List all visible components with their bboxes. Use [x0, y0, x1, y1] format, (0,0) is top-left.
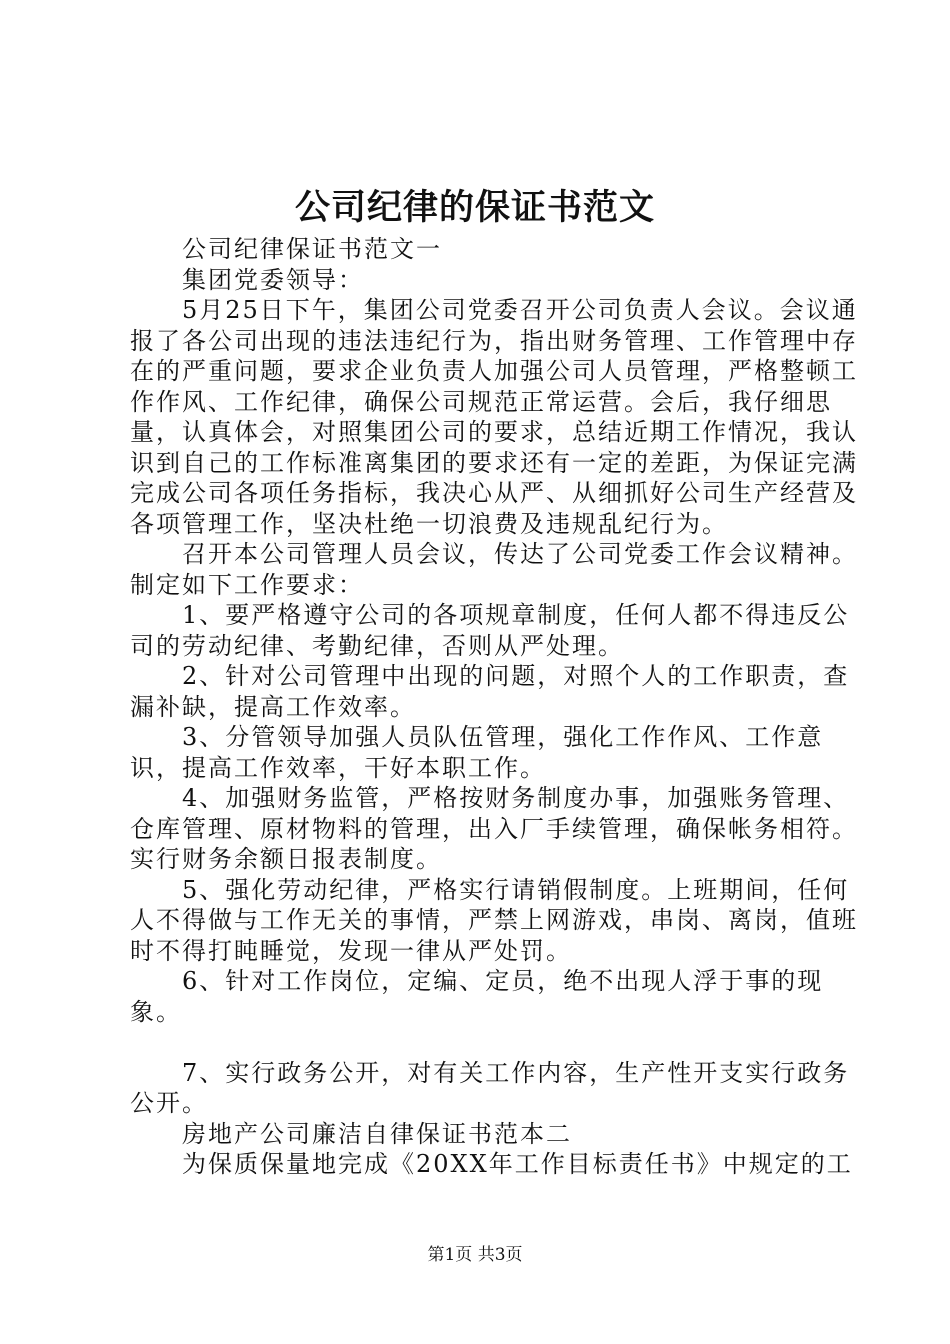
document-title: 公司纪律的保证书范文	[294, 187, 655, 228]
paragraph-meeting-summary: 5月25日下午，集团公司党委召开公司负责人会议。会议通报了各公司出现的违法违纪行为，指出财务管理、工作管理中存在的严重问题，要求企业负责人加强公司人员管理，严格整顿工作作风、工作纪律，确保公司规范正常运营。会后，我仔细思量，认真体会，对照集团公司的要求，总结近期工作情况，我认识到自己的工作标准离集团的要求还有一定的差距，为保证完满完成公司各项任务指标，我决心从严、从细抓好公司生产经营及各项管理工作，坚决杜绝一切浪费及违规乱纪行为。	[130, 296, 858, 538]
paragraph-spacer	[130, 1027, 860, 1058]
paragraph-item-1: 1、要严格遵守公司的各项规章制度，任何人都不得违反公司的劳动纪律、考勤纪律，否则从严处理。	[130, 601, 850, 660]
paragraph-item-4: 4、加强财务监管，严格按财务制度办事，加强账务管理、仓库管理、原材物料的管理，出入厂手续管理，确保帐务相符。实行财务余额日报表制度。	[130, 784, 858, 873]
paragraph-requirements-intro: 召开本公司管理人员会议，传达了公司党委工作会议精神。制定如下工作要求：	[130, 540, 858, 599]
paragraph-item-7: 7、实行政务公开，对有关工作内容，生产性开支实行政务公开。	[130, 1058, 850, 1117]
page-number-footer: 第1页 共3页	[427, 1245, 523, 1265]
paragraph-item-3: 3、分管领导加强人员队伍管理，强化工作作风、工作意识，提高工作效率，干好本职工作。	[130, 723, 824, 782]
paragraph-salutation: 集团党委领导：	[182, 265, 364, 294]
paragraph-item-2: 2、针对公司管理中出现的问题，对照个人的工作职责，查漏补缺，提高工作效率。	[130, 662, 850, 721]
paragraph-item-5: 5、强化劳动纪律，严格实行请销假制度。上班期间，任何人不得做与工作无关的事情，严禁上网游戏，串岗、离岗，值班时不得打盹睡觉，发现一律从严处罚。	[130, 875, 858, 965]
paragraph-section-heading-2: 房地产公司廉洁自律保证书范本二	[182, 1119, 572, 1148]
paragraph-item-6: 6、针对工作岗位，定编、定员，绝不出现人浮于事的现象。	[130, 967, 824, 1026]
paragraph-section-heading-1: 公司纪律保证书范文一	[182, 235, 442, 263]
paragraph-responsibility-intro: 为保质保量地完成《20XX年工作目标责任书》中规定的工	[182, 1150, 853, 1178]
document-body	[130, 234, 860, 1180]
